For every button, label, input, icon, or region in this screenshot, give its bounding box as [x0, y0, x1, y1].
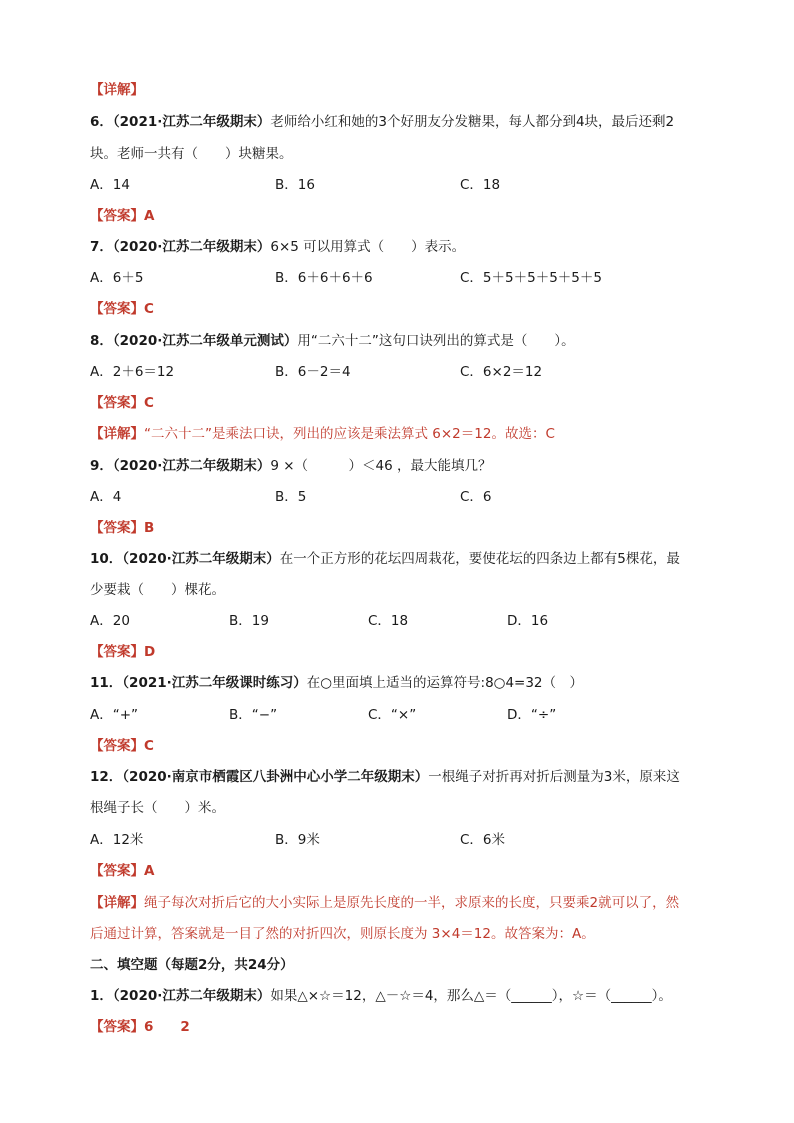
question-12-line1: [90, 767, 680, 787]
question-number: 11．: [90, 675, 123, 691]
detail-text: 绳子每次对折后它的大小实际上是原先长度的一半，求原来的长度，只要乘2就可以了，然: [144, 895, 680, 911]
question-source: （2020·江苏二年级单元测试）: [112, 333, 298, 349]
detail-label: 【详解】: [90, 895, 144, 911]
question-10-line2: 少要栽（ ）棵花。: [90, 582, 225, 598]
option-c: C．6米: [460, 832, 506, 848]
answer-label: 【答案】: [90, 738, 144, 754]
option-b: B．“−”: [229, 707, 278, 723]
option-a: A．6＋5: [90, 270, 144, 286]
detail-text: “二六十二”是乘法口诀，列出的应该是乘法算式 6×2＝12。故选：C: [144, 426, 555, 442]
question-7-options: [90, 268, 710, 288]
question-12-line2: 根绳子长（ ）米。: [90, 800, 225, 816]
option-a: A．14: [90, 177, 130, 193]
answer-value: A: [144, 863, 155, 879]
detail-label: 【详解】: [90, 426, 144, 442]
question-number: 1．: [90, 988, 113, 1004]
question-8-answer: [90, 393, 154, 413]
question-text: 9 ×（ ）＜46 ，最大能填几？: [270, 458, 492, 474]
answer-value: C: [144, 301, 154, 317]
question-6-line1: [90, 112, 674, 132]
question-text: 6×5 可以用算式（ ）表示。: [270, 239, 466, 255]
option-b: B．16: [275, 177, 315, 193]
answer-label: 【答案】: [90, 520, 144, 536]
question-10-answer: [90, 642, 155, 662]
question-9-answer: [90, 518, 154, 538]
question-9-line1: [90, 456, 492, 476]
question-6-line2: 块。老师一共有（ ）块糖果。: [90, 146, 293, 162]
option-b: B．6－2＝4: [275, 364, 351, 380]
option-b: B．9米: [275, 832, 320, 848]
question-number: 8．: [90, 333, 113, 349]
answer-label: 【答案】: [90, 208, 144, 224]
question-text: 在○里面填上适当的运算符号:8○4=32（ ）: [306, 675, 584, 691]
answer-value: C: [144, 738, 154, 754]
question-6-answer: [90, 206, 154, 226]
question-number: 6．: [90, 114, 113, 130]
option-b: B．6＋6＋6＋6: [275, 270, 373, 286]
fill-question-1: [90, 986, 672, 1006]
question-11-answer: [90, 736, 154, 756]
answer-value: B: [144, 520, 155, 536]
question-12-answer: [90, 861, 154, 881]
answer-value: A: [144, 208, 155, 224]
answer-value: C: [144, 395, 154, 411]
question-6-options: [90, 175, 710, 195]
answer-value: D: [144, 644, 156, 660]
question-number: 12．: [90, 769, 123, 785]
fill-question-1-answer: [90, 1017, 190, 1037]
question-11-line1: [90, 673, 583, 693]
option-a: A．2＋6＝12: [90, 364, 175, 380]
question-source: （2020·江苏二年级期末）: [112, 458, 271, 474]
option-c: C．6: [460, 489, 492, 505]
answer-label: 【答案】: [90, 644, 144, 660]
question-text: 老师给小红和她的3个好朋友分发糖果，每人都分到4块，最后还剩2: [270, 114, 675, 130]
answer-label: 【答案】: [90, 863, 144, 879]
section-title: 二、填空题（每题2分，共24分）: [90, 957, 294, 973]
question-10-line1: [90, 549, 680, 569]
question-source: （2020·江苏二年级期末）: [122, 551, 280, 567]
option-a: A．12米: [90, 832, 144, 848]
option-c: C．“×”: [368, 707, 417, 723]
answer-label: 【答案】: [90, 395, 144, 411]
option-a: A．4: [90, 489, 122, 505]
question-number: 7．: [90, 239, 113, 255]
question-number: 9．: [90, 458, 113, 474]
option-c: C．18: [368, 613, 409, 629]
question-source: （2020·江苏二年级期末）: [112, 988, 271, 1004]
question-7-answer: [90, 299, 154, 319]
question-source: （2021·江苏二年级期末）: [112, 114, 271, 130]
question-number: 10．: [90, 551, 123, 567]
option-b: B．5: [275, 489, 307, 505]
option-a: A．20: [90, 613, 130, 629]
question-8-detail: [90, 424, 555, 444]
question-12-detail-line1: [90, 893, 679, 913]
answer-label: 【答案】: [90, 301, 144, 317]
question-7-line1: [90, 237, 465, 257]
question-12-options: [90, 830, 710, 850]
option-d: D．16: [507, 613, 549, 629]
question-text: 一根绳子对折再对折后测量为3米，原来这: [428, 769, 680, 785]
answer-value: 6 2: [144, 1019, 190, 1035]
question-source: （2020·江苏二年级期末）: [112, 239, 271, 255]
option-c: C．5＋5＋5＋5＋5＋5: [460, 270, 602, 286]
question-source: （2021·江苏二年级课时练习）: [122, 675, 307, 691]
option-d: D．“÷”: [507, 707, 557, 723]
question-11-options: [90, 705, 710, 725]
option-c: C．18: [460, 177, 501, 193]
question-text: 在一个正方形的花坛四周栽花，要使花坛的四条边上都有5棵花，最: [279, 551, 680, 567]
option-a: A．“+”: [90, 707, 139, 723]
question-10-options: [90, 611, 710, 631]
question-text: 用“二六十二”这句口诀列出的算式是（ ）。: [297, 333, 575, 349]
question-12-detail-line2: 后通过计算，答案就是一目了然的对折四次，则原长度为 3×4＝12。故答案为：A。: [90, 926, 595, 942]
detail-label-top: 【详解】: [90, 82, 144, 98]
question-8-options: [90, 362, 710, 382]
option-b: B．19: [229, 613, 269, 629]
question-9-options: [90, 487, 710, 507]
question-text: 如果△×☆＝12，△－☆＝4，那么△＝（______），☆＝（______）。: [270, 988, 672, 1004]
question-8-line1: [90, 331, 575, 351]
question-source: （2020·南京市栖霞区八卦洲中心小学二年级期末）: [122, 769, 429, 785]
option-c: C．6×2＝12: [460, 364, 543, 380]
answer-label: 【答案】: [90, 1019, 144, 1035]
